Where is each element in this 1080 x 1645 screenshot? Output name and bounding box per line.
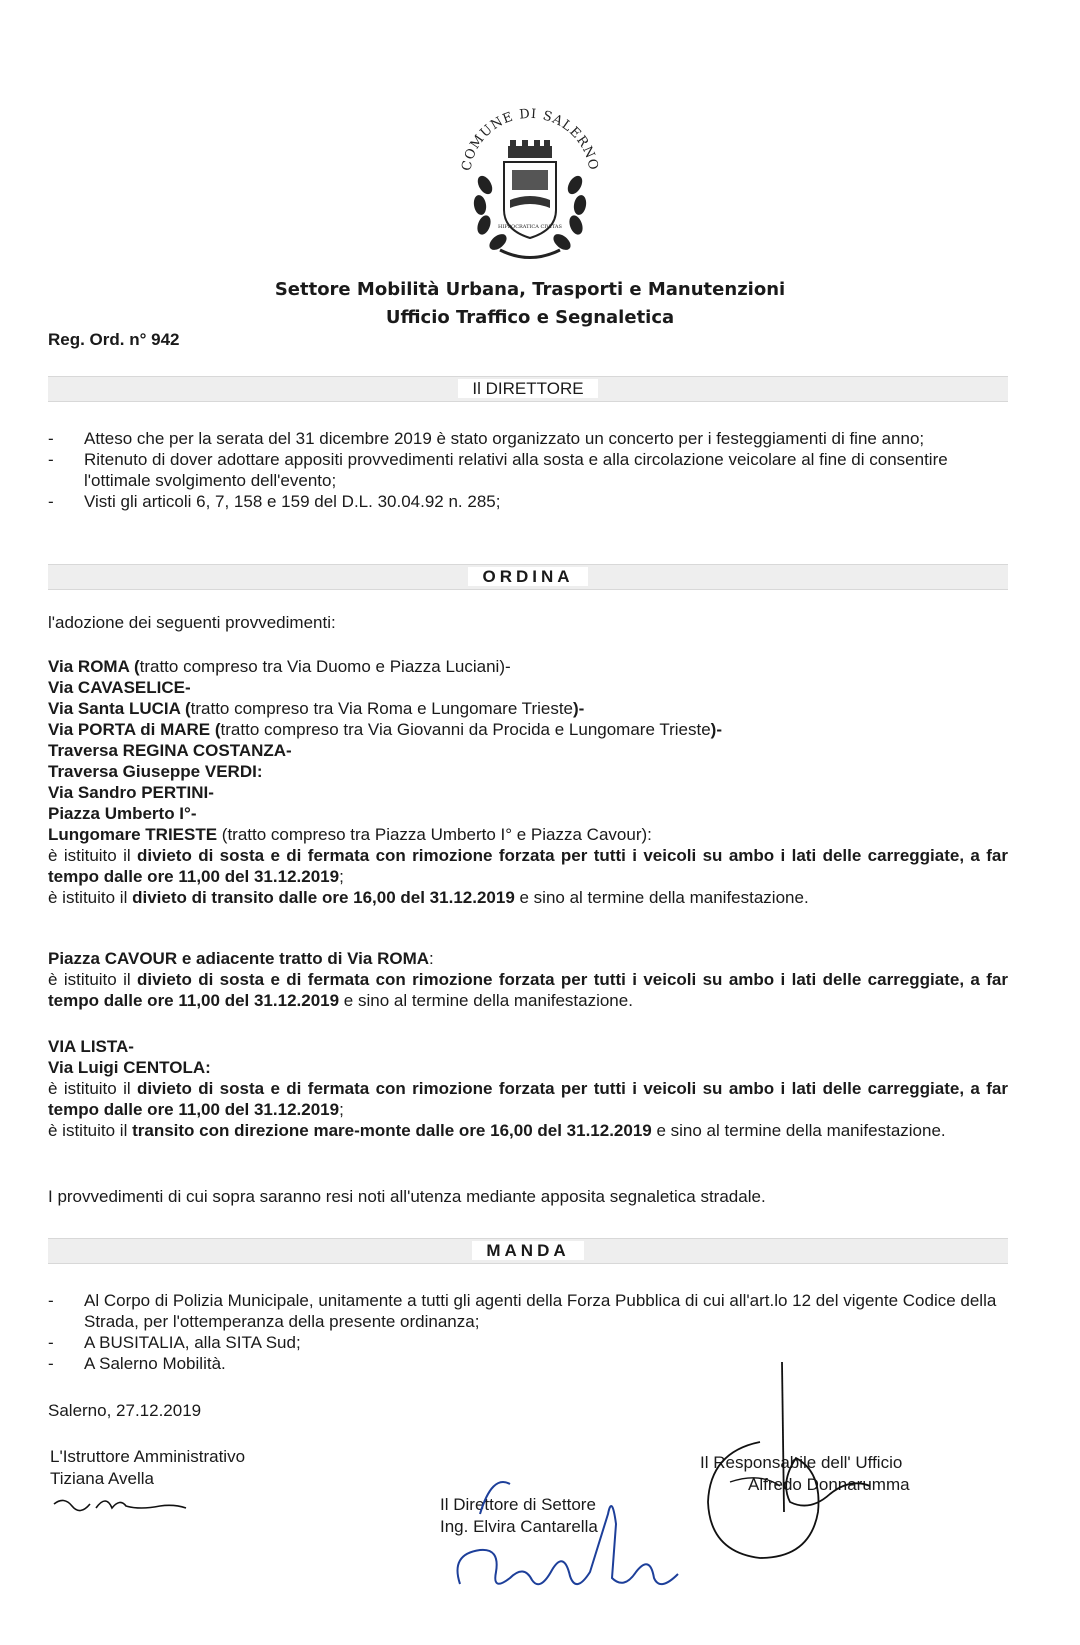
premise-item: - Ritenuto di dover adottare appositi provvedimenti relativi alla sosta e alla circolazione veicolare al fine di consentire l'ottimale svolgimento dell'evento; — [48, 449, 1008, 491]
section-band-direttore — [48, 376, 1008, 402]
handwritten-signature — [700, 1362, 900, 1582]
street-line: Via Santa LUCIA (tratto compreso tra Via Roma e Lungomare Trieste)- — [48, 699, 585, 718]
notice-text — [48, 1186, 1008, 1207]
city-coat-of-arms-icon — [440, 100, 620, 270]
rule-line: è istituito il divieto di transito dalle ore 16,00 del 31.12.2019 e sino al termine della manifestazione. — [48, 888, 809, 907]
intro-line: l'adozione dei seguenti provvedimenti: — [48, 613, 336, 632]
office-header — [200, 276, 860, 332]
street-line: VIA LISTA- — [48, 1037, 134, 1056]
premise-item: - Atteso che per la serata del 31 dicembre 2019 è stato organizzato un concerto per i festeggiamenti di fine anno; — [48, 428, 1008, 449]
signer-role: Il Direttore di Settore — [440, 1495, 596, 1514]
signer-role: Il Responsabile dell' Ufficio — [700, 1453, 903, 1472]
provision-block-3 — [48, 1036, 1008, 1141]
recipient-item: - A Salerno Mobilità. — [48, 1353, 1008, 1374]
office-name: Ufficio Traffico e Segnaletica — [385, 307, 675, 328]
signer-role: L'Istruttore Amministrativo — [50, 1447, 246, 1466]
street-line: Piazza Umberto I°- — [48, 804, 197, 823]
street-line: Via PORTA di MARE (tratto compreso tra Via Giovanni da Procida e Lungomare Trieste)- — [48, 720, 722, 739]
street-line: Traversa REGINA COSTANZA- — [48, 741, 292, 760]
rule-line: è istituito il divieto di sosta e di fermata con rimozione forzata per tutti i veicoli su ambo i lati delle carreggiate, a far tempo dalle ore 11,00 del 31.12.2019 e sino al termine della manifestazione. — [48, 970, 1008, 1010]
emblem-motto: HIPPOCRATICA CIVITAS — [498, 224, 562, 230]
street-line: Traversa Giuseppe VERDI: — [48, 762, 263, 781]
signer-name: Alfredo Donnarumma — [748, 1475, 910, 1494]
recipient-item: - A BUSITALIA, alla SITA Sud; — [48, 1332, 1008, 1353]
street-line: Lungomare TRIESTE (tratto compreso tra Piazza Umberto I° e Piazza Cavour): — [48, 825, 652, 844]
signer-name: Tiziana Avella — [50, 1469, 154, 1488]
provision-block-1 — [48, 656, 1008, 908]
emblem-ring-text: COMUNE DI SALERNO — [459, 106, 601, 173]
sector-name: Settore Mobilità Urbana, Trasporti e Manutenzioni — [274, 279, 786, 300]
premise-item: - Visti gli articoli 6, 7, 158 e 159 del D.L. 30.04.92 n. 285; — [48, 491, 1008, 512]
street-line: Via Luigi CENTOLA: — [48, 1058, 211, 1077]
place-date-line: Salerno, 27.12.2019 — [48, 1401, 202, 1420]
intro-text — [48, 612, 1008, 633]
street-line: Via ROMA (tratto compreso tra Via Duomo e Piazza Luciani)- — [48, 657, 511, 676]
section-title-direttore: Il DIRETTORE — [458, 379, 597, 398]
section-band-manda — [48, 1238, 1008, 1264]
coat-of-arms-emblem — [440, 100, 620, 270]
section-band-ordina — [48, 564, 1008, 590]
recipient-item: - Al Corpo di Polizia Municipale, unitamente a tutti gli agenti della Forza Pubblica di cui all'art.lo 12 del vigente Codice della Strada, per l'ottemperanza della presente ordinanza; — [48, 1290, 1008, 1332]
rule-line: è istituito il transito con direzione mare-monte dalle ore 16,00 del 31.12.2019 e sino al termine della manifestazione. — [48, 1121, 946, 1140]
section-title-ordina: ORDINA — [468, 567, 587, 586]
notice-line: I provvedimenti di cui sopra saranno resi noti all'utenza mediante apposita segnaletica stradale. — [48, 1187, 766, 1206]
provision-block-2 — [48, 948, 1008, 1011]
street-line: Via CAVASELICE- — [48, 678, 191, 697]
signer-name: Ing. Elvira Cantarella — [440, 1517, 598, 1536]
rule-line: è istituito il divieto di sosta e di fermata con rimozione forzata per tutti i veicoli su ambo i lati delle carreggiate, a far tempo dalle ore 11,00 del 31.12.2019; — [48, 1079, 1008, 1119]
street-line: Piazza CAVOUR e adiacente tratto di Via ROMA: — [48, 949, 434, 968]
registry-number: Reg. Ord. n° 942 — [48, 330, 180, 349]
signature-block-right — [700, 1452, 980, 1602]
signature-block-center — [440, 1494, 680, 1634]
premises-list — [48, 428, 1008, 512]
rule-line: è istituito il divieto di sosta e di fermata con rimozione forzata per tutti i veicoli su ambo i lati delle carreggiate, a far tempo dalle ore 11,00 del 31.12.2019; — [48, 846, 1008, 886]
street-line: Via Sandro PERTINI- — [48, 783, 214, 802]
handwritten-signature — [440, 1454, 700, 1594]
handwritten-signature — [50, 1492, 190, 1522]
section-title-manda: MANDA — [472, 1241, 583, 1260]
signature-block-left — [50, 1446, 310, 1516]
